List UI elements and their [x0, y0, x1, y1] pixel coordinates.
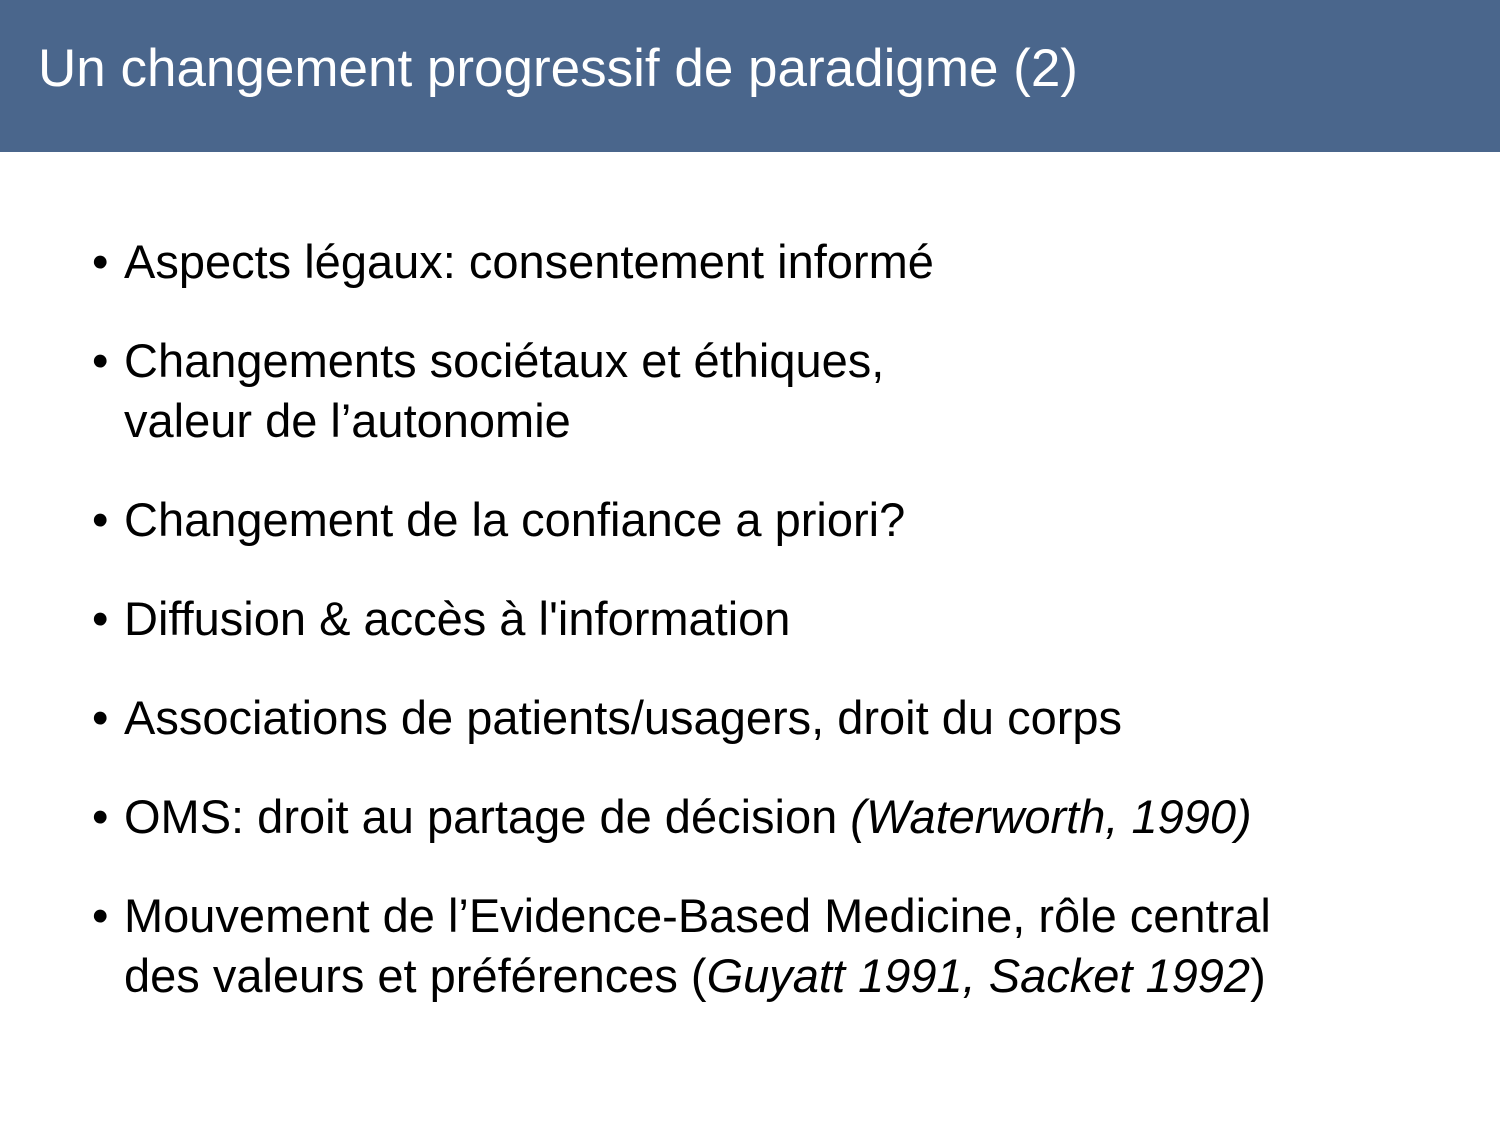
bullet-text-continued: des valeurs et préférences (: [124, 949, 707, 1002]
bullet-dot: •: [92, 691, 109, 744]
bullet-text: Aspects légaux: consentement informé: [124, 235, 934, 288]
bullet-item-societal: [92, 331, 1472, 451]
bullet-dot: •: [92, 334, 109, 387]
citation-guyatt-sacket: Guyatt 1991, Sacket 1992: [706, 949, 1251, 1002]
bullet-item-ebm: [92, 886, 1472, 1006]
title-bar: [0, 0, 1500, 152]
bullet-dot: •: [92, 889, 109, 942]
bullet-text: Changements sociétaux et éthiques,: [124, 334, 885, 387]
bullet-item-associations: [92, 688, 1472, 748]
bullet-text-continued: valeur de l’autonomie: [124, 394, 571, 447]
bullet-item-trust: [92, 490, 1472, 550]
bullet-dot: •: [92, 235, 109, 288]
bullet-list: [92, 232, 1472, 1045]
bullet-dot: •: [92, 790, 109, 843]
slide-title: Un changement progressif de paradigme (2): [38, 39, 1078, 98]
bullet-dot: •: [92, 493, 109, 546]
bullet-item-information: [92, 589, 1472, 649]
bullet-text-line: [124, 946, 1472, 1006]
bullet-text-line: [124, 787, 1472, 847]
closing-paren: ): [1250, 949, 1266, 1002]
bullet-text: Associations de patients/usagers, droit du corps: [124, 691, 1122, 744]
bullet-text: OMS: droit au partage de décision: [124, 790, 851, 843]
bullet-item-legal: [92, 232, 1472, 292]
bullet-text: Mouvement de l’Evidence-Based Medicine, rôle central: [124, 889, 1271, 942]
citation-waterworth: (Waterworth, 1990): [850, 790, 1252, 843]
bullet-text: Diffusion & accès à l'information: [124, 592, 791, 645]
bullet-text: Changement de la confiance a priori?: [124, 493, 906, 546]
bullet-dot: •: [92, 592, 109, 645]
bullet-item-oms: [92, 787, 1472, 847]
